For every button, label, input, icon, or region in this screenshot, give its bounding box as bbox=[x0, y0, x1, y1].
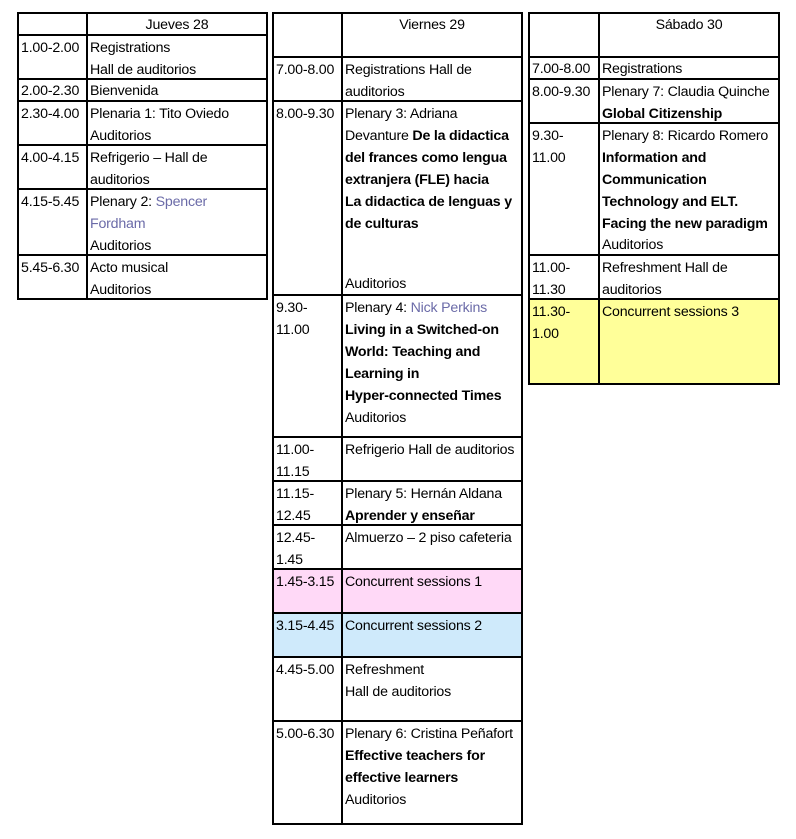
time-cell bbox=[272, 436, 343, 482]
time-cell bbox=[528, 254, 600, 300]
time-start: 12.45- bbox=[276, 530, 316, 546]
time-end: 11.00 bbox=[276, 322, 310, 338]
session-title: Plenary 6: Cristina Peñafort bbox=[345, 726, 513, 742]
day-header-sabado: Sábado 30 bbox=[598, 12, 780, 58]
session-title: Refrigerio – Hall de bbox=[90, 150, 208, 166]
session-venue: Auditorios bbox=[345, 792, 407, 808]
time-cell: 1.45-3.15 bbox=[272, 568, 343, 614]
talk-title: del frances como lengua bbox=[345, 150, 507, 166]
session-cell bbox=[341, 294, 523, 438]
talk-title: Learning in bbox=[345, 366, 420, 382]
time-cell: 2.30-4.00 bbox=[17, 100, 88, 146]
session-venue: Auditorios bbox=[345, 410, 407, 426]
time-cell bbox=[528, 298, 600, 385]
session-cell bbox=[341, 720, 523, 825]
talk-title: Aprender y enseñar bbox=[345, 508, 475, 524]
session-title: Acto musical bbox=[90, 260, 169, 276]
talk-title: Technology and ELT. bbox=[602, 194, 738, 210]
concurrent-session-1: Concurrent sessions 1 bbox=[341, 568, 523, 614]
time-start: 11.00- bbox=[276, 442, 314, 458]
session-cell bbox=[341, 56, 523, 102]
session-cell bbox=[598, 254, 780, 300]
time-end: 11.30 bbox=[532, 282, 566, 298]
talk-title: La didactica de lenguas y bbox=[345, 194, 512, 210]
talk-title: Effective teachers for bbox=[345, 748, 485, 764]
time-cell: 2.00-2.30 bbox=[17, 78, 88, 102]
talk-title: Communication bbox=[602, 172, 707, 188]
talk-title: effective learners bbox=[345, 770, 459, 786]
session-title: Plenary 2: bbox=[90, 194, 156, 210]
session-venue: auditorios bbox=[602, 282, 662, 298]
session-cell: Bienvenida bbox=[86, 78, 268, 102]
time-start: 9.30- bbox=[276, 300, 308, 316]
session-title: Plenary 4: bbox=[345, 300, 411, 316]
day-header-jueves: Jueves 28 bbox=[86, 12, 268, 36]
talk-title: Information and bbox=[602, 150, 707, 166]
time-start: 11.15- bbox=[276, 486, 314, 502]
speaker-name: Nick Perkins bbox=[410, 300, 488, 316]
time-start: 9.30- bbox=[532, 128, 564, 144]
time-cell: 8.00-9.30 bbox=[272, 100, 343, 296]
concurrent-session-3: Concurrent sessions 3 bbox=[598, 298, 780, 385]
session-title: Refreshment Hall de bbox=[602, 260, 728, 276]
session-cell bbox=[341, 656, 523, 722]
session-venue: Hall de auditorios bbox=[90, 62, 197, 78]
session-venue: Auditorios bbox=[90, 238, 152, 254]
concurrent-session-2: Concurrent sessions 2 bbox=[341, 612, 523, 658]
session-title: Refreshment bbox=[345, 662, 425, 678]
session-venue: auditorios bbox=[90, 172, 150, 188]
speaker-line: Devanture bbox=[345, 128, 413, 144]
time-cell: 4.00-4.15 bbox=[17, 144, 88, 190]
time-cell: 1.00-2.00 bbox=[17, 34, 88, 80]
time-cell: 4.15-5.45 bbox=[17, 188, 88, 256]
session-cell bbox=[598, 78, 780, 124]
session-title: Plenaria 1: Tito Oviedo bbox=[90, 106, 229, 122]
session-cell bbox=[86, 254, 268, 300]
talk-title: Global Citizenship bbox=[602, 106, 723, 122]
time-cell bbox=[272, 524, 343, 570]
speaker-line: Plenary 3: Adriana bbox=[345, 106, 458, 122]
talk-title: Hyper-connected Times bbox=[345, 388, 502, 404]
session-title: Registrations Hall de bbox=[345, 62, 472, 78]
session-cell bbox=[86, 188, 268, 256]
session-cell bbox=[341, 100, 523, 296]
session-title: Plenary 7: Claudia Quinche bbox=[602, 84, 770, 100]
session-title: Plenary 5: Hernán Aldana bbox=[345, 486, 502, 502]
header-time-blank bbox=[17, 12, 88, 36]
time-end: 11.15 bbox=[276, 464, 310, 480]
time-cell: 5.45-6.30 bbox=[17, 254, 88, 300]
talk-title: Facing the new paradigm bbox=[602, 216, 768, 232]
time-start: 11.30- bbox=[532, 304, 570, 320]
time-end: 1.00 bbox=[532, 326, 559, 342]
talk-title: De la didactica bbox=[412, 128, 509, 144]
time-cell bbox=[272, 480, 343, 526]
session-cell bbox=[86, 100, 268, 146]
session-cell: Registrations bbox=[598, 56, 780, 80]
day-header-viernes: Viernes 29 bbox=[341, 12, 523, 58]
session-venue: Auditorios bbox=[345, 276, 407, 292]
time-cell: 5.00-6.30 bbox=[272, 720, 343, 825]
session-cell bbox=[598, 122, 780, 256]
session-cell bbox=[341, 480, 523, 526]
time-cell: 8.00-9.30 bbox=[528, 78, 600, 124]
time-end: 11.00 bbox=[532, 150, 566, 166]
talk-title: extranjera (FLE) hacia bbox=[345, 172, 489, 188]
time-cell: 7.00-8.00 bbox=[528, 56, 600, 80]
time-end: 12.45 bbox=[276, 508, 311, 524]
time-cell: 7.00-8.00 bbox=[272, 56, 343, 102]
session-venue: auditorios bbox=[345, 84, 405, 100]
talk-title: World: Teaching and bbox=[345, 344, 481, 360]
session-cell bbox=[86, 34, 268, 80]
session-venue: Auditorios bbox=[602, 237, 664, 253]
session-venue: Auditorios bbox=[90, 282, 152, 298]
session-cell bbox=[86, 144, 268, 190]
time-cell: 4.45-5.00 bbox=[272, 656, 343, 722]
talk-title: de culturas bbox=[345, 216, 419, 232]
session-cell: Almuerzo – 2 piso cafeteria bbox=[341, 524, 523, 570]
time-cell: 3.15-4.45 bbox=[272, 612, 343, 658]
session-venue: Auditorios bbox=[90, 128, 152, 144]
speaker-name: Fordham bbox=[90, 216, 146, 232]
speaker-name: Spencer bbox=[155, 194, 208, 210]
time-cell bbox=[272, 294, 343, 438]
time-cell bbox=[528, 122, 600, 256]
time-start: 11.00- bbox=[532, 260, 570, 276]
session-cell: Refrigerio Hall de auditorios bbox=[341, 436, 523, 482]
talk-title: Living in a Switched-on bbox=[345, 322, 499, 338]
header-time-blank bbox=[528, 12, 600, 58]
time-end: 1.45 bbox=[276, 552, 303, 568]
header-time-blank bbox=[272, 12, 343, 58]
session-title: Registrations bbox=[90, 40, 171, 56]
session-title: Plenary 8: Ricardo Romero bbox=[602, 128, 769, 144]
session-venue: Hall de auditorios bbox=[345, 684, 452, 700]
